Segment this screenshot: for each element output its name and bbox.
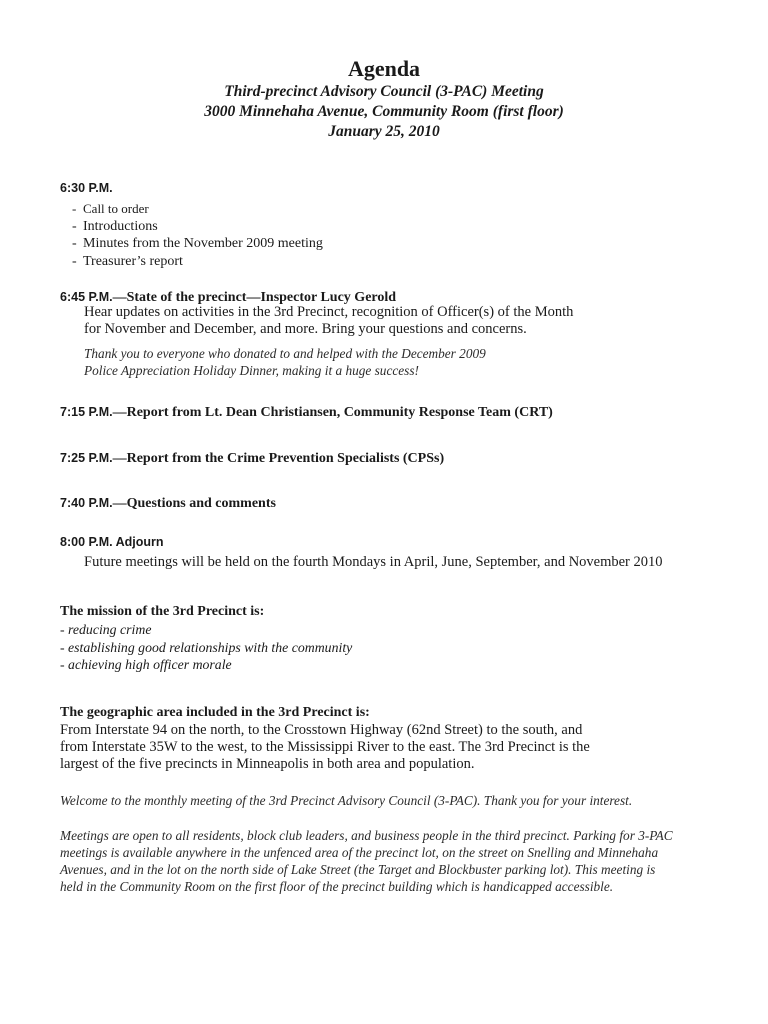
agenda-heading-740: 7:40 P.M.—Questions and comments xyxy=(60,496,276,511)
agenda-heading-800: 8:00 P.M. Adjourn xyxy=(60,535,164,549)
geography-heading: The geographic area included in the 3rd Precinct is: xyxy=(60,705,370,720)
geography-line3: largest of the five precincts in Minneapolis in both area and population. xyxy=(60,756,475,772)
list-item: - establishing good relationships with the community xyxy=(60,639,353,655)
list-item: - Introductions xyxy=(72,218,158,234)
agenda-645-desc-line2: for November and December, and more. Bring your questions and concerns. xyxy=(84,321,527,337)
meeting-date: January 25, 2010 xyxy=(328,123,440,140)
agenda-645-note-line2: Police Appreciation Holiday Dinner, making it a huge success! xyxy=(84,363,419,378)
mission-list xyxy=(60,621,352,674)
meetings-line4: held in the Community Room on the first floor of the precinct building which is handicapped accessible. xyxy=(60,879,614,894)
meetings-line1: Meetings are open to all residents, block club leaders, and business people in the third precinct. Parking for 3-PAC xyxy=(60,828,673,843)
list-item: - Treasurer’s report xyxy=(72,253,183,269)
meetings-line2: meetings is available anywhere in the unfenced area of the precinct lot, on the street on Snelling and Minnehaha xyxy=(60,845,659,860)
agenda-time-630: 6:30 P.M. xyxy=(60,181,113,195)
agenda-heading-715: 7:15 P.M.—Report from Lt. Dean Christiansen, Community Response Team (CRT) xyxy=(60,405,553,420)
geography-line2: from Interstate 35W to the west, to the Mississippi River to the east. The 3rd Precinct is the xyxy=(60,739,590,755)
page-title: Agenda xyxy=(347,56,421,81)
meeting-subtitle: Third-precinct Advisory Council (3-PAC) Meeting xyxy=(224,83,544,100)
agenda-645-note-line1: Thank you to everyone who donated to and helped with the December 2009 xyxy=(84,346,486,361)
agenda-heading-725: 7:25 P.M.—Report from the Crime Prevention Specialists (CPSs) xyxy=(60,451,445,466)
meeting-location: 3000 Minnehaha Avenue, Community Room (first floor) xyxy=(204,103,564,120)
agenda-645-desc-line1: Hear updates on activities in the 3rd Precinct, recognition of Officer(s) of the Month xyxy=(84,304,574,320)
welcome-text: Welcome to the monthly meeting of the 3rd Precinct Advisory Council (3-PAC). Thank you for your interest. xyxy=(60,793,633,808)
list-item: - achieving high officer morale xyxy=(60,657,232,672)
list-item: - Minutes from the November 2009 meeting xyxy=(72,236,323,251)
agenda-800-desc: Future meetings will be held on the fourth Mondays in April, June, September, and November 2010 xyxy=(84,554,663,570)
agenda-630-list xyxy=(72,200,323,270)
list-item: - reducing crime xyxy=(60,622,152,637)
meetings-line3: Avenues, and in the lot on the north side of Lake Street (the Target and Blockbuster parking lot). This meeting is xyxy=(60,862,656,877)
mission-heading: The mission of the 3rd Precinct is: xyxy=(60,604,265,619)
agenda-heading-645: 6:45 P.M.—State of the precinct—Inspector Lucy Gerold xyxy=(60,290,397,305)
geography-line1: From Interstate 94 on the north, to the Crosstown Highway (62nd Street) to the south, and xyxy=(60,722,583,738)
list-item: - Call to order xyxy=(72,201,149,216)
